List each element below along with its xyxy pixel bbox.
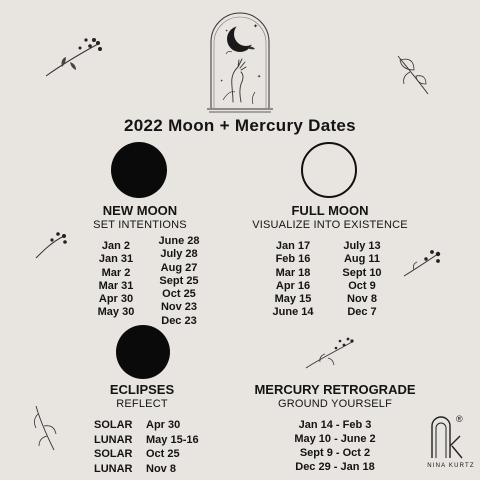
date-item: July 13 [343,240,381,252]
svg-text:✦: ✦ [225,28,229,33]
date-item: June 14 [272,306,314,319]
full-moon-icon [301,142,357,198]
date-item: Jan 31 [98,253,134,266]
eclipse-type: LUNAR [94,433,133,446]
full-moon-subheading: VISUALIZE INTO EXISTENCE [252,219,408,231]
sprig-icon [42,36,106,80]
date-item: Jan 2 [101,240,131,252]
mercury-date: Jan 14 - Feb 3 [298,419,372,431]
date-item: July 28 [160,248,198,261]
date-item: Sept 25 [159,274,199,287]
date-item: Dec 7 [347,306,377,319]
mercury-dates [260,418,410,474]
eclipse-row [94,462,199,477]
eclipse-type: SOLAR [94,419,133,431]
date-item: May 15 [274,293,312,306]
date-item: Aug 27 [160,261,198,274]
moon-arch-illustration [205,12,275,114]
date-item: Mar 2 [101,266,131,279]
branch-icon [402,250,442,280]
hand-icon [232,59,246,102]
full-moon-dates-col2 [332,240,392,320]
brand-registered-mark: ® [456,414,463,424]
eclipse-date: May 15-16 [146,433,199,446]
leaf-icon [30,404,60,452]
mercury-date: May 10 - June 2 [294,433,376,445]
full-moon-heading: FULL MOON [291,203,369,218]
new-moon-heading: NEW MOON [102,203,178,218]
eclipse-row [94,418,199,433]
eclipse-row [94,433,199,448]
eclipses-subheading: REFLECT [116,398,168,410]
date-item: Mar 18 [275,266,311,279]
svg-text:✦: ✦ [253,24,259,30]
eclipse-row [94,447,199,462]
page-title: 2022 Moon + Mercury Dates [124,116,356,135]
date-item: Dec 23 [161,314,197,327]
eclipse-date: Apr 30 [146,419,181,431]
leaf-icon [392,52,432,98]
new-moon-dates-col2 [148,235,210,328]
new-moon-subheading: SET INTENTIONS [93,219,187,231]
date-item: Aug 11 [343,253,381,266]
eclipse-type: LUNAR [94,462,133,475]
date-item: June 28 [158,235,200,247]
mercury-heading: MERCURY RETROGRADE [254,382,416,397]
mercury-date: Sept 9 - Oct 2 [299,447,371,459]
sprig-icon [304,336,356,370]
date-item: Mar 31 [98,279,134,292]
svg-text:✦: ✦ [220,78,224,83]
date-item: Apr 30 [98,293,134,306]
eclipse-list [94,418,199,476]
date-item: Apr 16 [275,279,311,292]
date-item: Sept 10 [342,266,382,279]
branch-icon [34,230,70,260]
date-item: Oct 9 [348,279,376,292]
date-item: Jan 17 [275,240,311,252]
new-moon-dates-col1 [90,240,142,320]
eclipse-icon [116,325,170,379]
eclipse-type: SOLAR [94,448,133,460]
date-item: Oct 25 [162,288,196,301]
svg-text:✦: ✦ [257,74,262,80]
date-item: Nov 8 [347,293,377,306]
date-item: Feb 16 [275,253,311,266]
full-moon-dates-col1 [266,240,320,320]
eclipses-heading: ECLIPSES [109,382,175,397]
date-item: Nov 23 [160,301,198,314]
brand-name: NINA KURTZ [427,463,475,469]
eclipse-date: Oct 25 [146,448,180,460]
mercury-date: Dec 29 - Jan 18 [295,461,375,473]
eclipse-date: Nov 8 [146,462,176,475]
new-moon-icon [111,142,167,198]
mercury-subheading: GROUND YOURSELF [277,398,393,410]
date-item: May 30 [97,306,135,319]
